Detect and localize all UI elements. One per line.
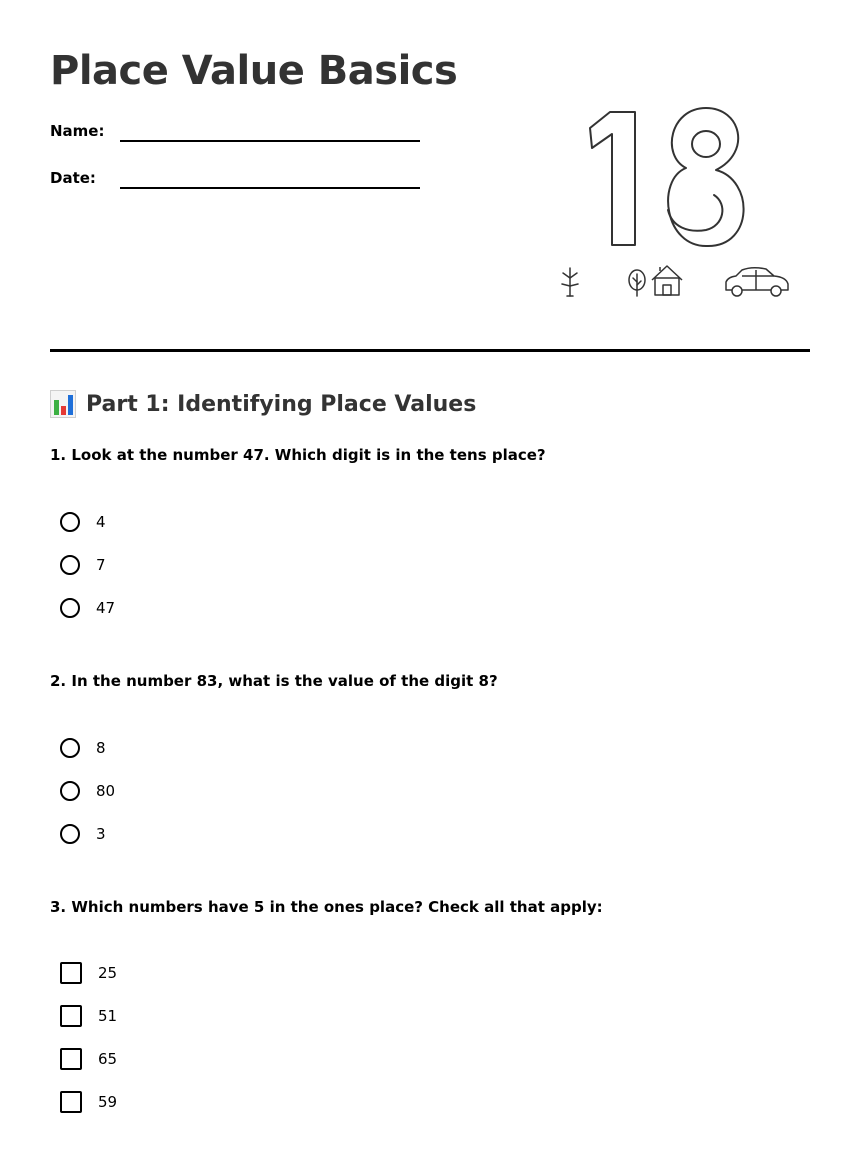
option-label: 59 [98, 1093, 118, 1111]
option-label: 47 [96, 599, 116, 617]
checkbox[interactable] [60, 1005, 82, 1027]
bar-chart-icon [50, 390, 76, 418]
section-title: Part 1: Identifying Place Values [86, 391, 477, 417]
radio-button[interactable] [60, 781, 80, 801]
radio-button[interactable] [60, 512, 80, 532]
option-label: 3 [96, 825, 106, 843]
question-1-option-2[interactable] [60, 552, 106, 578]
house-icon [652, 266, 682, 295]
question-2-option-1[interactable] [60, 735, 106, 761]
option-label: 7 [96, 556, 106, 574]
question-1-option-1[interactable] [60, 509, 106, 535]
radio-button[interactable] [60, 738, 80, 758]
question-3-option-1[interactable] [60, 960, 117, 986]
option-label: 8 [96, 739, 106, 757]
option-label: 65 [98, 1050, 118, 1068]
question-1-option-3[interactable] [60, 595, 115, 621]
name-field[interactable] [50, 122, 430, 152]
question-3-option-2[interactable] [60, 1003, 117, 1029]
digit-one-outline [590, 112, 635, 245]
question-3-option-4[interactable] [60, 1089, 117, 1115]
number-illustration [556, 100, 796, 305]
option-label: 51 [98, 1007, 118, 1025]
question-3-text: 3. Which numbers have 5 in the ones place? Check all that apply: [50, 898, 603, 916]
car-icon [726, 268, 788, 296]
date-field[interactable] [50, 169, 430, 199]
option-label: 25 [98, 964, 118, 982]
digit-three-outline [668, 108, 744, 246]
name-input-line[interactable] [120, 140, 420, 142]
question-2-option-3[interactable] [60, 821, 106, 847]
date-label: Date: [50, 169, 96, 187]
radio-button[interactable] [60, 824, 80, 844]
radio-button[interactable] [60, 598, 80, 618]
section-header [50, 388, 476, 420]
tree-icon [629, 270, 645, 296]
checkbox[interactable] [60, 962, 82, 984]
checkbox[interactable] [60, 1091, 82, 1113]
date-input-line[interactable] [120, 187, 420, 189]
section-divider [50, 349, 810, 352]
page-title: Place Value Basics [50, 48, 458, 94]
name-label: Name: [50, 122, 105, 140]
radio-button[interactable] [60, 555, 80, 575]
option-label: 80 [96, 782, 116, 800]
question-2-text: 2. In the number 83, what is the value of the digit 8? [50, 672, 498, 690]
checkbox[interactable] [60, 1048, 82, 1070]
question-1-text: 1. Look at the number 47. Which digit is in the tens place? [50, 446, 546, 464]
sprout-icon [562, 268, 578, 296]
question-2-option-2[interactable] [60, 778, 115, 804]
question-3-option-3[interactable] [60, 1046, 117, 1072]
option-label: 4 [96, 513, 106, 531]
